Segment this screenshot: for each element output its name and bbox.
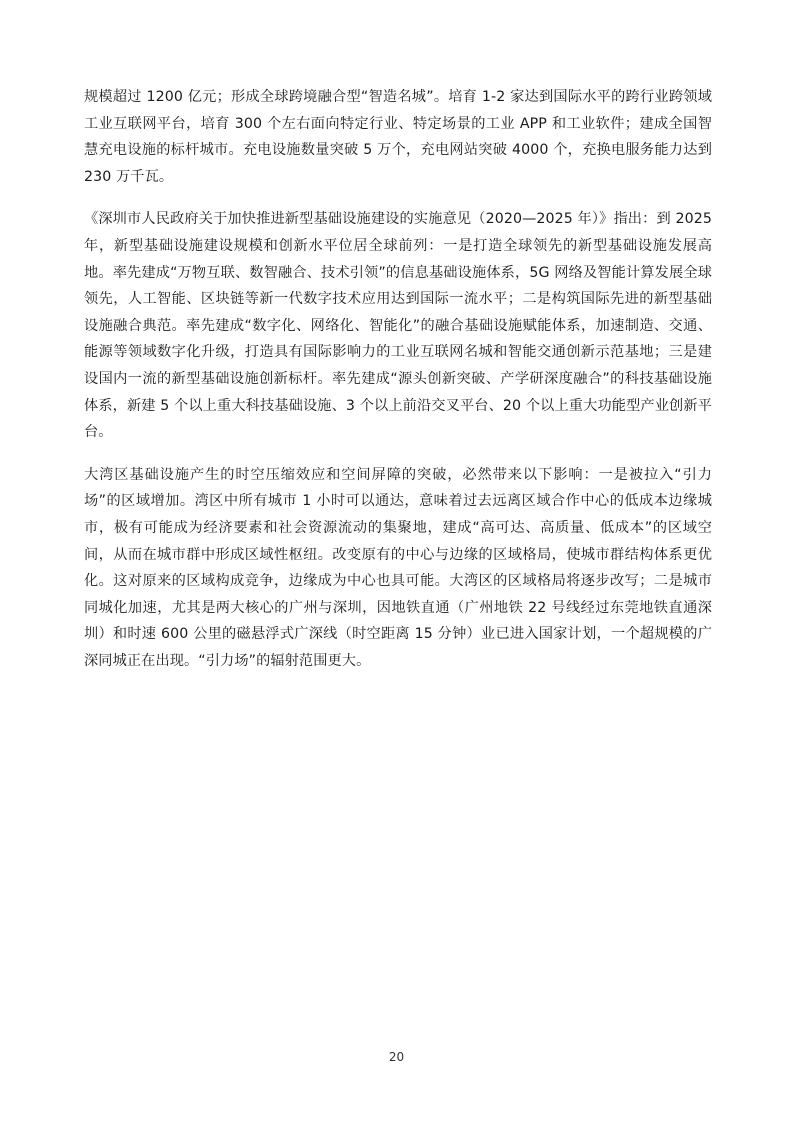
page-number: 20 xyxy=(388,1050,405,1064)
paragraph-targets: 规模超过 1200 亿元；形成全球跨境融合型“智造名城”。培育 1-2 家达到国际水平的跨行业跨领域工业互联网平台，培育 300 个左右面向特定行业、特定场景的工业 APP 和工业软件；建成全国智慧充电设施的标杆城市。充电设施数量突破 5 万个，充电网站突破 4000 个，充换电服务能力达到 230 万千瓦。 xyxy=(84,89,712,185)
paragraph-shenzhen-opinion: 《深圳市人民政府关于加快推进新型基础设施建设的实施意见（2020—2025 年）》指出：到 2025 年，新型基础设施建设规模和创新水平位居全球前列：一是打造全球领先的新型基础设施发展高地。率先建成“万物互联、数智融合、技术引领”的信息基础设施体系，5G 网络及智能计算发展全球领先，人工智能、区块链等新一代数字技术应用达到国际一流水平；二是构筑国际先进的新型基础设施融合典范。率先建成“数字化、网络化、智能化”的融合基础设施赋能体系，加速制造、交通、能源等领域数字化升级，打造具有国际影响力的工业互联网名城和智能交通创新示范基地；三是建设国内一流的新型基础设施创新标杆。率先建成“源头创新突破、产学研深度融合”的科技基础设施体系，新建 5 个以上重大科技基础设施、3 个以上前沿交叉平台、20 个以上重大功能型产业创新平台。 xyxy=(84,211,712,441)
body-text xyxy=(84,84,712,690)
paragraph-bay-area-impact: 大湾区基础设施产生的时空压缩效应和空间屏障的突破，必然带来以下影响：一是被拉入“引力场”的区域增加。湾区中所有城市 1 小时可以通达，意味着过去远离区域合作中心的低成本边缘城市，极有可能成为经济要素和社会资源流动的集聚地，建成“高可达、高质量、低成本”的区域空间，从而在城市群中形成区域性枢纽。改变原有的中心与边缘的区域格局，使城市群结构体系更优化。这对原来的区域构成竞争，边缘成为中心也具可能。大湾区的区域格局将逐步改写；二是城市同城化加速，尤其是两大核心的广州与深圳，因地铁直通（广州地铁 22 号线经过东莞地铁直通深圳）和时速 600 公里的磁悬浮式广深线（时空距离 15 分钟）业已进入国家计划，一个超规模的广深同城正在出现。“引力场”的辐射范围更大。 xyxy=(84,466,712,669)
